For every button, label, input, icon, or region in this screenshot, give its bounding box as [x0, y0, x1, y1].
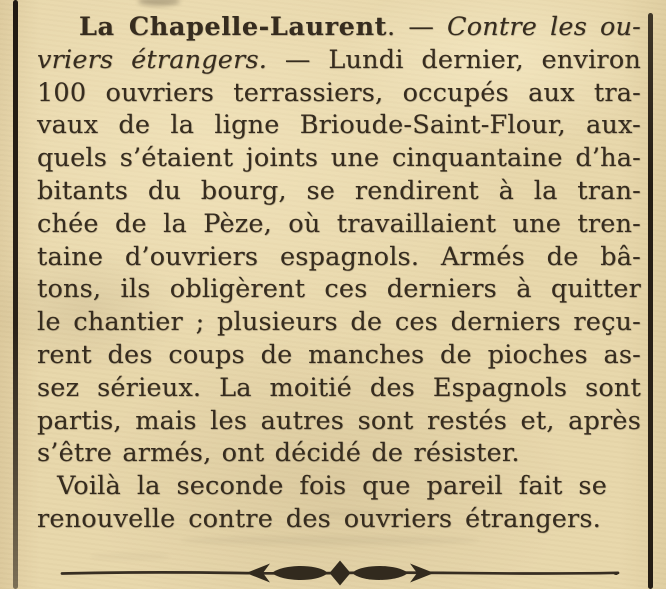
text-line: sez sérieux. La moitié des Espagnols sont	[37, 372, 641, 403]
text-line: renouvelle contre des ouvriers étrangers.	[37, 503, 601, 534]
text-line: 100 ouvriers terrassiers, occupés aux tra-	[37, 77, 641, 108]
text-line: s’être armés, ont décidé de résister.	[37, 438, 520, 469]
column-rule-left	[13, 0, 18, 589]
text-line: le chantier ; plusieurs de ces derniers reçu-	[37, 307, 641, 338]
heading-line	[37, 11, 641, 44]
column-rule-right	[648, 13, 653, 589]
text-line	[37, 44, 641, 77]
text-line: chée de la Pèze, où travaillaient une tren-	[37, 208, 641, 239]
text-line: Voilà la seconde fois que pareil fait se	[57, 471, 607, 502]
article-body	[37, 11, 641, 536]
heading-separator: —	[267, 44, 329, 75]
commune-name: La Chapelle-Laurent	[79, 12, 387, 42]
text-line: rent des coups de manches de pioches as-	[37, 339, 641, 370]
text-line: quels s’étaient joints une cinquantaine d’ha-	[37, 143, 641, 174]
article-title-part1: Contre les ou-	[447, 12, 641, 42]
text-line: bitants du bourg, se rendirent à la tran-	[37, 175, 641, 206]
opening-text: Lundi dernier, environ	[328, 44, 641, 75]
heading-separator: . —	[387, 12, 448, 42]
text-line: taine d’ouvriers espagnols. Armés de bâ-	[37, 241, 641, 272]
showthrough-smudge	[180, 536, 480, 545]
text-line: tons, ils obligèrent ces derniers à quitter	[37, 274, 641, 305]
article-title-part2: vriers étrangers.	[37, 44, 268, 75]
ink-smudge-top	[138, 0, 180, 6]
tailpiece-ornament-icon	[58, 555, 623, 589]
text-line: partis, mais les autres sont restés et, après	[37, 405, 641, 436]
text-line: vaux de la ligne Brioude-Saint-Flour, aux-	[37, 110, 641, 141]
